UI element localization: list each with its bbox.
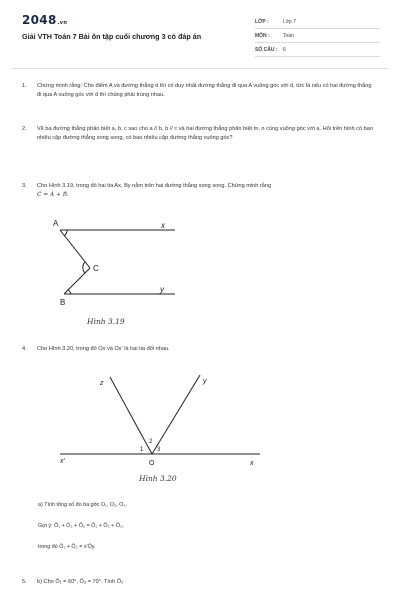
- page-title: Giải VTH Toán 7 Bài ôn tập cuối chương 3 có đáp án: [22, 32, 202, 41]
- label-angle-1: 1: [140, 447, 144, 453]
- question-number: 1.: [22, 83, 27, 89]
- page-header: [0, 0, 400, 62]
- meta-value: Toán: [283, 32, 294, 39]
- question-formula: Ĉ = Â + B̂.: [37, 192, 69, 198]
- question-text: Vẽ ba đường thẳng phân biệt a, b, c sao cho a // b, b // c và hai đường thẳng phân biệt m, n cùng vuông góc với a. Hỏi trên hình có bao nhiêu cặp đường thẳng song song, có bao nhiêu cặp đường thẳng vuông góc?: [37, 126, 374, 141]
- segment-cb: [64, 268, 90, 294]
- meta-row-subject: [255, 29, 380, 43]
- question-number: 3.: [22, 183, 27, 189]
- header-divider: [12, 68, 388, 69]
- figure-3-19: [40, 210, 190, 335]
- figure-caption: Hình 3.20: [139, 474, 177, 483]
- q4-where: trong đó Ô₁ + Ô₂ = x'Ôy.: [38, 544, 96, 550]
- ray-oz: [110, 377, 152, 454]
- question-3: [22, 182, 377, 200]
- label-b: B: [60, 298, 66, 307]
- label-y: y: [160, 285, 164, 294]
- meta-key: LỚP :: [255, 18, 269, 25]
- question-text: Cho Hình 3.20, trong đó Ox và Ox' là hai tia đối nhau.: [37, 346, 170, 352]
- meta-key: MÔN :: [255, 32, 270, 39]
- question-number: 2.: [22, 126, 27, 132]
- label-z: z: [100, 380, 104, 387]
- angle-c-arc: [83, 262, 85, 273]
- angle-a-arc: [64, 230, 67, 236]
- label-x-prime: x': [60, 458, 65, 465]
- question-text: Cho Hình 3.19, trong đó hai tia Ax, By nằm trên hai đường thẳng song song. Chứng minh rằng: [37, 183, 272, 189]
- figure-caption: Hình 3.19: [87, 317, 125, 326]
- label-angle-2: 2: [149, 439, 153, 445]
- figure-3-20: [55, 365, 270, 490]
- meta-key: SỐ CÂU :: [255, 46, 278, 53]
- label-c: C: [93, 264, 99, 273]
- label-y: y: [203, 378, 207, 385]
- question-number: 5.: [22, 579, 27, 585]
- meta-row-count: [255, 43, 380, 57]
- meta-table: [255, 15, 380, 57]
- question-2: [22, 125, 377, 143]
- question-4: [22, 345, 377, 354]
- label-x: x: [161, 221, 165, 230]
- meta-row-class: [255, 15, 380, 29]
- question-1: [22, 82, 377, 100]
- ray-oy: [152, 375, 200, 454]
- question-number: 4.: [22, 346, 27, 352]
- angle-b-arc: [68, 290, 71, 294]
- meta-value: Lớp 7: [283, 18, 297, 25]
- site-logo[interactable]: 2048.vn: [22, 13, 68, 27]
- q4-part-a: a) Tính tổng số đo ba góc O₁, O₂, O₃.: [38, 502, 128, 508]
- meta-value: 6: [283, 46, 286, 53]
- label-angle-3: 3: [157, 447, 161, 453]
- label-x: x: [250, 460, 254, 467]
- label-a: A: [53, 219, 59, 228]
- question-5: [22, 578, 377, 587]
- q4-hint: Gợi ý: Ô₁ + Ô₂ + Ô₃ = Ô₁ + Ô₂ + Ô₃,: [38, 523, 124, 529]
- question-text: b) Cho Ô₁ = 60°, Ô₃ = 70°. Tính Ô₂: [37, 579, 124, 585]
- question-text: Chứng minh rằng: Cho điểm A và đường thẳng d thì có duy nhất đường thẳng đi qua A vuông góc với d, tức là nếu có hai đường thẳng đi qua A vuông góc với d thì chúng phải trùng nhau.: [37, 83, 372, 98]
- label-o: O: [149, 460, 155, 467]
